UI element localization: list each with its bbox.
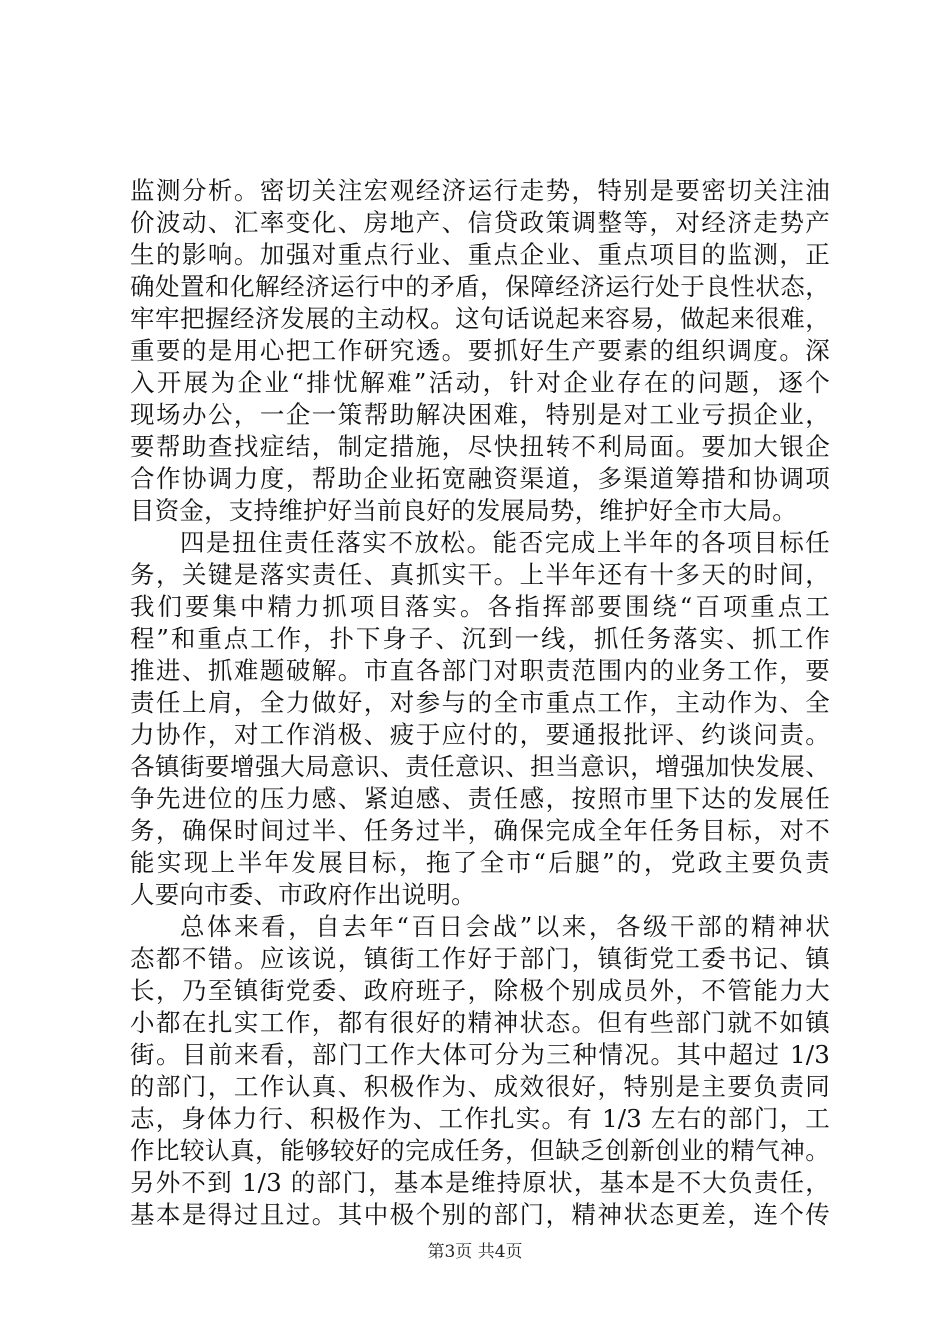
text-line: 确处置和化解经济运行中的矛盾，保障经济运行处于良性状态， xyxy=(130,272,830,301)
text-line: 合作协调力度，帮助企业拓宽融资渠道，多渠道筹措和协调项 xyxy=(130,464,830,493)
text-line: 监测分析。密切关注宏观经济运行走势，特别是要密切关注油 xyxy=(130,176,830,205)
text-line: 小都在扎实工作，都有很好的精神状态。但有些部门就不如镇 xyxy=(130,1008,830,1037)
text-line: 牢牢把握经济发展的主动权。这句话说起来容易，做起来很难， xyxy=(130,304,830,333)
text-line: 现场办公，一企一策帮助解决困难，特别是对工业亏损企业， xyxy=(130,400,830,429)
text-line: 的部门，工作认真、积极作为、成效很好，特别是主要负责同 xyxy=(130,1072,830,1101)
text-line: 长，乃至镇街党委、政府班子，除极个别成员外，不管能力大 xyxy=(130,976,830,1005)
text-line: 力协作，对工作消极、疲于应付的，要通报批评、约谈问责。 xyxy=(130,720,830,749)
text-line: 争先进位的压力感、紧迫感、责任感，按照市里下达的发展任 xyxy=(130,784,830,813)
text-line: 责任上肩，全力做好，对参与的全市重点工作，主动作为、全 xyxy=(130,688,830,717)
text-line: 能实现上半年发展目标，拖了全市“后腿”的，党政主要负责 xyxy=(130,848,830,877)
body-text xyxy=(130,175,830,1231)
text-line: 务，确保时间过半、任务过半，确保完成全年任务目标，对不 xyxy=(130,816,830,845)
text-line: 重要的是用心把工作研究透。要抓好生产要素的组织调度。深 xyxy=(130,336,830,365)
page-number-label: 第3页 共4页 xyxy=(427,1242,523,1262)
text-line: 我们要集中精力抓项目落实。各指挥部要围绕“百项重点工 xyxy=(130,592,830,621)
text-line: 入开展为企业“排忧解难”活动，针对企业存在的问题，逐个 xyxy=(130,368,830,397)
text-line: 各镇街要增强大局意识、责任意识、担当意识，增强加快发展、 xyxy=(130,752,830,781)
text-line: 另外不到 1/3 的部门，基本是维持原状，基本是不大负责任， xyxy=(130,1168,830,1197)
paragraph-start-line: 四是扭住责任落实不放松。能否完成上半年的各项目标任 xyxy=(180,528,830,557)
text-line: 态都不错。应该说，镇街工作好于部门，镇街党工委书记、镇 xyxy=(130,944,830,973)
text-line: 生的影响。加强对重点行业、重点企业、重点项目的监测，正 xyxy=(130,240,830,269)
paragraph-start-line: 总体来看，自去年“百日会战”以来，各级干部的精神状 xyxy=(180,912,830,941)
text-line: 街。目前来看，部门工作大体可分为三种情况。其中超过 1/3 xyxy=(130,1040,830,1069)
text-line: 人要向市委、市政府作出说明。 xyxy=(130,880,476,909)
text-line: 程”和重点工作，扑下身子、沉到一线，抓任务落实、抓工作 xyxy=(130,624,830,653)
text-line: 作比较认真，能够较好的完成任务，但缺乏创新创业的精气神。 xyxy=(130,1136,830,1165)
text-line: 价波动、汇率变化、房地产、信贷政策调整等，对经济走势产 xyxy=(130,208,830,237)
text-line: 要帮助查找症结，制定措施，尽快扭转不利局面。要加大银企 xyxy=(130,432,830,461)
page-footer xyxy=(0,1240,950,1264)
text-line: 目资金，支持维护好当前良好的发展局势，维护好全市大局。 xyxy=(130,496,797,525)
text-line: 推进、抓难题破解。市直各部门对职责范围内的业务工作，要 xyxy=(130,656,830,685)
text-line: 志，身体力行、积极作为、工作扎实。有 1/3 左右的部门，工 xyxy=(130,1104,830,1133)
text-line: 务，关键是落实责任、真抓实干。上半年还有十多天的时间， xyxy=(130,560,830,589)
text-line: 基本是得过且过。其中极个别的部门，精神状态更差，连个传 xyxy=(130,1200,830,1229)
